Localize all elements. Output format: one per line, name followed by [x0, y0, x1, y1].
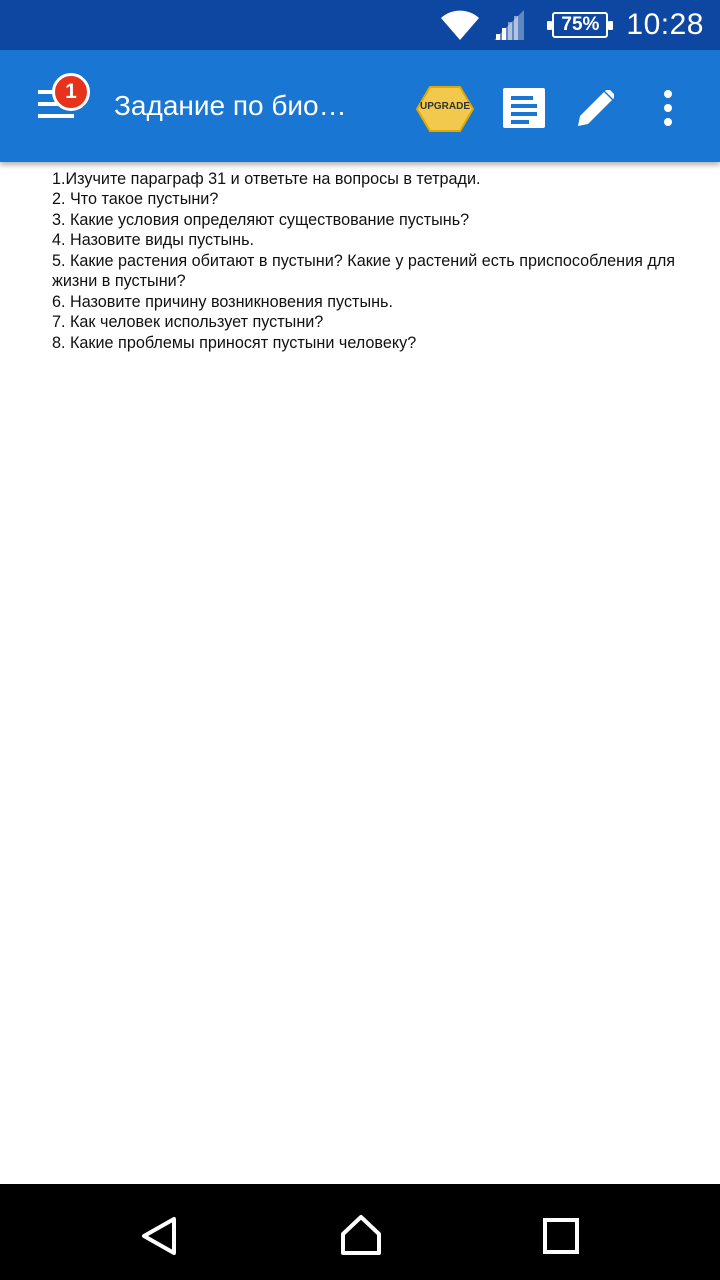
battery-level: 75%	[561, 14, 600, 35]
document-line: 1.Изучите параграф 31 и ответьте на вопросы в тетради.	[52, 169, 481, 188]
document-line: 6. Назовите причину возникновения пустынь.	[52, 292, 393, 311]
clock: 10:28	[626, 8, 704, 41]
upgrade-button[interactable]	[416, 86, 474, 132]
upgrade-label: UPGRADE	[419, 101, 470, 112]
document-line: 5. Какие растения обитают в пустыни? Какие у растений есть приспособления для жизни в пустыни?	[52, 251, 680, 290]
cell-signal-icon	[494, 10, 524, 40]
document-body	[52, 162, 702, 353]
navigation-bar	[0, 1184, 720, 1280]
home-icon	[340, 1214, 382, 1256]
status-bar	[0, 0, 720, 50]
document-line: 8. Какие проблемы приносят пустыни человеку?	[52, 333, 417, 352]
document-view-icon	[503, 88, 545, 128]
document-viewer[interactable]	[0, 162, 720, 1184]
document-line: 4. Назовите виды пустынь.	[52, 231, 255, 249]
document-title: Задание по био…	[114, 90, 347, 121]
document-line: 7. Как человек использует пустыни?	[52, 313, 324, 331]
home-button[interactable]	[340, 1214, 382, 1261]
back-button[interactable]	[140, 1216, 180, 1261]
app-bar	[0, 50, 720, 162]
back-icon	[140, 1216, 180, 1256]
recents-button[interactable]	[543, 1218, 579, 1259]
document-view-button[interactable]	[503, 88, 545, 133]
wifi-icon	[440, 9, 480, 41]
more-vert-icon	[658, 90, 678, 126]
recents-icon	[543, 1218, 579, 1254]
edit-button[interactable]	[576, 88, 616, 133]
document-line: 2. Что такое пустыни?	[52, 190, 219, 208]
battery-icon	[552, 12, 608, 38]
document-line: 3. Какие условия определяют существование пустынь?	[52, 210, 470, 229]
more-options-button[interactable]	[658, 90, 678, 131]
edit-pencil-icon	[576, 88, 616, 128]
notification-badge[interactable]: 1	[52, 73, 90, 111]
